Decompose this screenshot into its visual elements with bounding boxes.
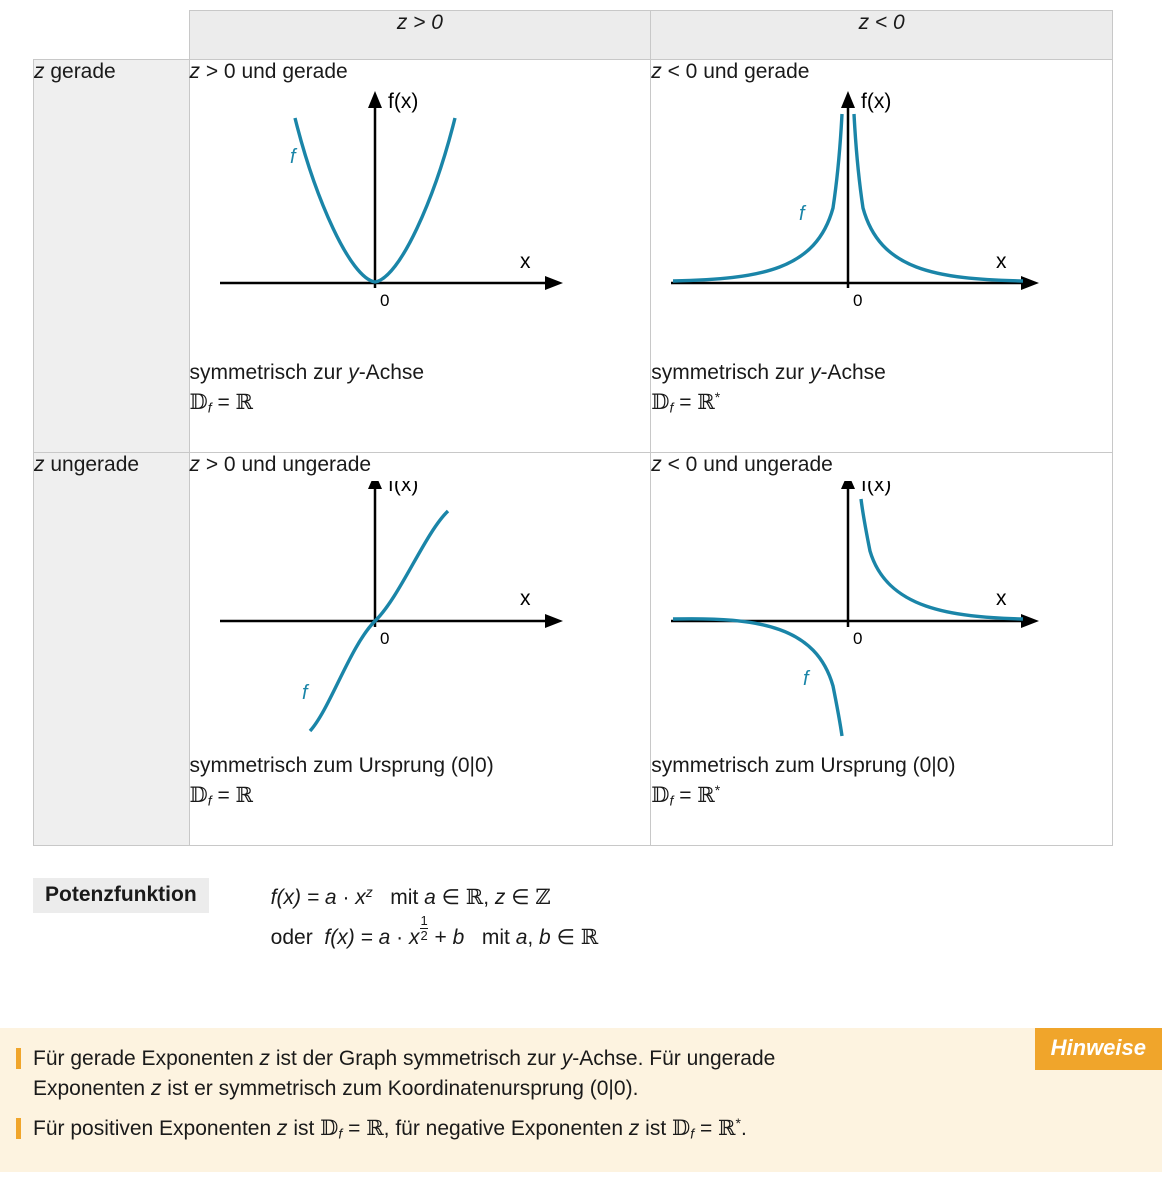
svg-text:f(x): f(x) <box>387 90 418 113</box>
cell-z-negative-gerade <box>651 60 1113 453</box>
table-row <box>34 453 1113 846</box>
column-header-z-positive: z > 0 <box>189 11 651 60</box>
svg-text:0: 0 <box>379 629 389 648</box>
formula-line-1: $f(x) = a \cdot x^z$ mit a ∈ ℝ, z ∈ ℤ <box>270 884 551 909</box>
cell-symmetry: symmetrisch zur y-Achse <box>651 361 886 384</box>
hint-item <box>0 1044 1162 1104</box>
svg-text:x: x <box>519 250 530 273</box>
hinweise-box <box>0 1028 1162 1172</box>
bullet-marker-icon <box>16 1048 21 1069</box>
potenzfunktion-label: Potenzfunktion <box>33 878 209 913</box>
page <box>0 10 1162 1177</box>
formula-line-2: oder f(x) = a · x $\frac{1}{2}$ + b mit a, b ∈ ℝ <box>270 913 599 949</box>
row-header-z-ungerade: z ungerade <box>34 453 190 846</box>
potenzfunktion-formulas <box>271 878 599 958</box>
hint-item <box>0 1114 1162 1144</box>
graph-parabola <box>190 88 651 358</box>
cell-domain: 𝔻$_f$ = ℝ <box>189 782 253 809</box>
hint-text: Für positiven Exponenten z ist 𝔻$_f$ = ℝ, für negative Exponenten z ist 𝔻$_f$ = ℝ*. <box>33 1114 747 1142</box>
hinweise-tab-label: Hinweise <box>1035 1028 1162 1070</box>
svg-text:f(x): f(x) <box>861 481 892 496</box>
potenzfunktion-table <box>33 10 1113 846</box>
hint-text: Für gerade Exponenten z ist der Graph symmetrisch zur y-Achse. Für ungerade Exponenten z ist er symmetrisch zum Koordinatenursprung (0|0). <box>33 1047 776 1100</box>
table-row <box>34 60 1113 453</box>
svg-text:f: f <box>289 146 296 168</box>
cell-title: z < 0 und gerade <box>651 60 810 83</box>
cell-z-positive-gerade <box>189 60 651 453</box>
table-header-row <box>34 11 1113 60</box>
svg-text:f(x): f(x) <box>861 90 892 113</box>
row-header-z-gerade: z gerade <box>34 60 190 453</box>
cell-title: z > 0 und ungerade <box>189 453 372 476</box>
svg-text:0: 0 <box>853 291 863 310</box>
svg-text:f: f <box>803 668 809 690</box>
svg-text:f: f <box>799 203 805 225</box>
cell-symmetry: symmetrisch zum Ursprung (0|0) <box>651 754 956 777</box>
cell-z-negative-ungerade <box>651 453 1113 846</box>
svg-text:0: 0 <box>379 291 389 310</box>
cell-z-positive-ungerade <box>189 453 651 846</box>
svg-text:x: x <box>996 587 1007 610</box>
column-header-z-negative: z < 0 <box>651 11 1113 60</box>
cell-domain: 𝔻$_f$ = ℝ <box>189 389 253 416</box>
cell-symmetry: symmetrisch zum Ursprung (0|0) <box>189 754 494 777</box>
potenzfunktion-definition <box>33 878 1162 958</box>
svg-text:f(x): f(x) <box>387 481 418 496</box>
cell-symmetry: symmetrisch zur y-Achse <box>189 361 425 384</box>
cell-title: z < 0 und ungerade <box>651 453 833 476</box>
cell-domain: 𝔻$_f$ = ℝ* <box>651 781 721 809</box>
svg-text:x: x <box>519 587 530 610</box>
graph-odd-negative <box>651 481 1112 751</box>
bullet-marker-icon <box>16 1118 21 1139</box>
cell-domain: 𝔻$_f$ = ℝ* <box>651 388 721 416</box>
svg-text:x: x <box>996 250 1007 273</box>
graph-even-negative <box>651 88 1112 358</box>
svg-text:f: f <box>301 682 308 704</box>
cell-title: z > 0 und gerade <box>189 60 348 83</box>
table-corner-cell <box>34 11 190 60</box>
graph-cubic <box>190 481 651 751</box>
svg-text:0: 0 <box>853 629 863 648</box>
